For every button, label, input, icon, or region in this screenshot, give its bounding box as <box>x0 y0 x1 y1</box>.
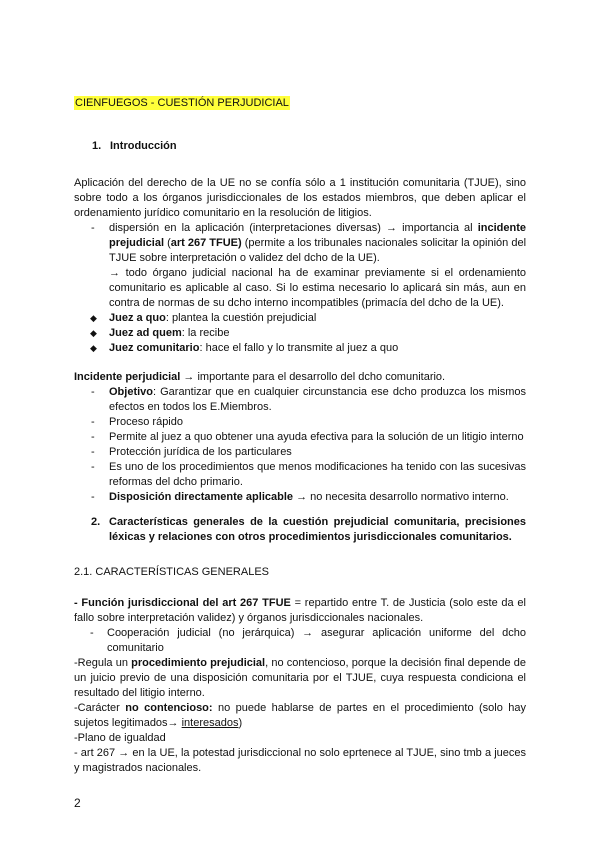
funcion-paragraph: - Función jurisdiccional del art 267 TFUE = repartido entre T. de Justicia (solo este da el fallo sobre interpretación validez) y órganos jurisdiccionales nacionales. <box>74 597 526 624</box>
art267-paragraph: - art 267 → en la UE, la potestad jurisdiccional no solo eprtenece al TJUE, sino tmb a jueces y magistrados nacionales. <box>74 747 526 774</box>
section-2-heading <box>74 515 526 545</box>
list-item: - dispersión en la aplicación (interpretaciones diversas) → importancia al incidente prejudicial (art 267 TFUE) (permite a los tribunales nacionales solicitar la opinión del TJUE sobre interpretación o validez del dcho de la UE). <box>91 222 527 264</box>
dash-bullet: - <box>91 416 95 428</box>
list-item: ◆ Juez ad quem: la recibe <box>90 327 230 339</box>
dash-bullet: - <box>91 222 95 234</box>
list-item: - Proceso rápido <box>91 416 183 428</box>
incidente-paragraph: Incidente perjudicial → importante para el desarrollo del dcho comunitario. <box>74 371 446 383</box>
list-item: - Protección jurídica de los particulares <box>91 446 292 458</box>
document-title: CIENFUEGOS - CUESTIÓN PERJUDICIAL <box>75 97 289 109</box>
regula-paragraph: -Regula un procedimiento prejudicial, no contencioso, porque la decisión final depende de un juicio previo de una disposición comunitaria por el TJUE, cuya respuesta condiciona el resultado del litigio interno. <box>74 657 526 699</box>
section-1-number: 1. <box>92 140 102 152</box>
diamond-bullet-icon: ◆ <box>90 343 97 353</box>
section-1-heading <box>92 139 526 154</box>
list-item: - Objetivo: Garantizar que en cualquier circunstancia ese dcho produzca los mismos efectos en todos los E.Miembros. <box>91 386 526 413</box>
page-number: 2 <box>74 796 81 810</box>
list-item: ◆ Juez a quo: plantea la cuestión prejudicial <box>90 312 317 324</box>
list-item-continuation: → todo órgano judicial nacional ha de examinar previamente si el ordenamiento comunitario es aplicable al caso. Si lo estima necesario lo aplicará sin más, aun en contra de normas de su dcho interno incompatibles (primacía del dcho de la UE). <box>109 267 526 309</box>
list-item: - Cooperación judicial (no jerárquica) → asegurar aplicación uniforme del dcho comunitario <box>90 627 526 654</box>
section-1-title: Introducción <box>110 140 177 152</box>
section-2-title: Características generales de la cuestión prejudicial comunitaria, precisiones léxicas y relaciones con otros procedimientos jurisdiccionales comunitarios. <box>109 516 526 543</box>
section-2-number: 2. <box>91 516 101 528</box>
list-item: - Disposición directamente aplicable → no necesita desarrollo normativo interno. <box>91 491 509 503</box>
incidente-list <box>74 385 526 505</box>
dash-bullet: - <box>90 627 94 639</box>
list-item: - Permite al juez a quo obtener una ayuda efectiva para la solución de un litigio interno <box>91 431 524 443</box>
caracter-paragraph: -Carácter no contencioso: no puede hablarse de partes en el procedimiento (solo hay sujetos legitimados→ interesados) <box>74 702 527 729</box>
subsection-2-1-heading: 2.1. CARACTERÍSTICAS GENERALES <box>74 566 269 578</box>
list-item: ◆ Juez comunitario: hace el fallo y lo transmite al juez a quo <box>90 342 399 354</box>
dash-bullet: - <box>91 431 95 443</box>
diamond-bullet-icon: ◆ <box>90 313 97 323</box>
document-body <box>74 96 526 776</box>
dash-bullet: - <box>91 461 95 473</box>
intro-paragraph: Aplicación del derecho de la UE no se confía sólo a 1 institución comunitaria (TJUE), sino sobre todo a los órganos jurisdiccionales de los estados miembros, que deben aplicar el ordenamiento jurídico comunitario en la resolución de litigios. <box>74 177 526 219</box>
list-item: - Es uno de los procedimientos que menos modificaciones ha tenido con las sucesivas reformas del dcho primario. <box>91 461 526 488</box>
intro-list <box>74 221 526 356</box>
dash-bullet: - <box>91 491 95 503</box>
diamond-bullet-icon: ◆ <box>90 328 97 338</box>
plano-paragraph: -Plano de igualdad <box>74 732 166 744</box>
dash-bullet: - <box>91 386 95 398</box>
dash-bullet: - <box>91 446 95 458</box>
